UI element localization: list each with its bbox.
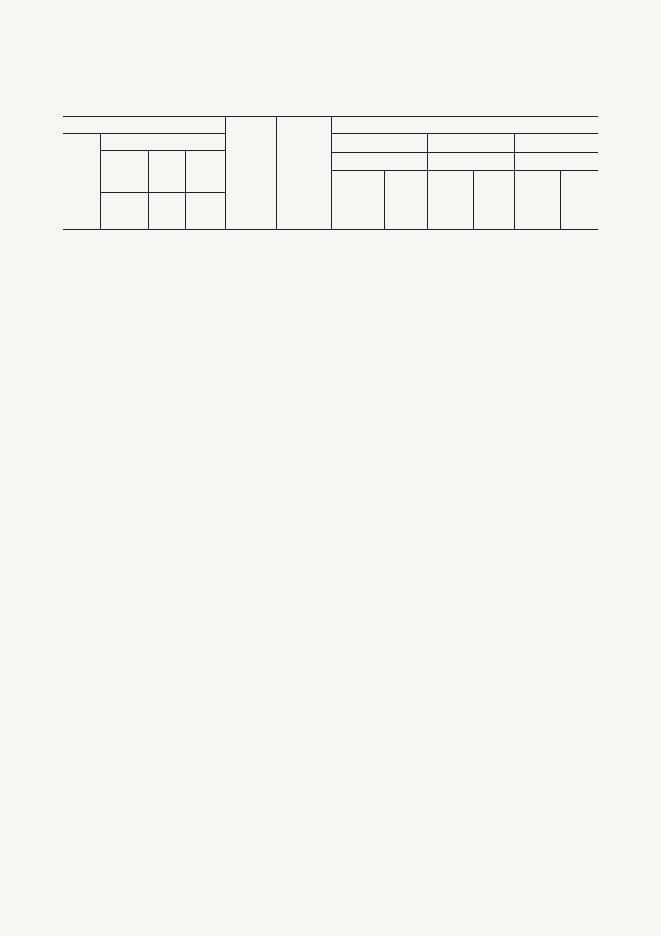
rule-line — [427, 133, 428, 229]
rule-line — [514, 133, 515, 229]
rule-line — [148, 150, 149, 229]
rule-line — [63, 133, 225, 134]
rule-line — [473, 170, 474, 229]
rule-line — [100, 192, 225, 193]
table-row — [63, 228, 598, 243]
rule-line — [560, 170, 561, 229]
rule-line — [276, 116, 277, 229]
rule-line — [100, 133, 101, 229]
rule-line — [384, 170, 385, 229]
rule-line — [100, 150, 225, 151]
rule-line — [331, 170, 598, 171]
rule-line — [331, 152, 598, 153]
rule-line — [225, 116, 226, 229]
rule-line — [185, 150, 186, 229]
rule-line — [331, 133, 598, 134]
